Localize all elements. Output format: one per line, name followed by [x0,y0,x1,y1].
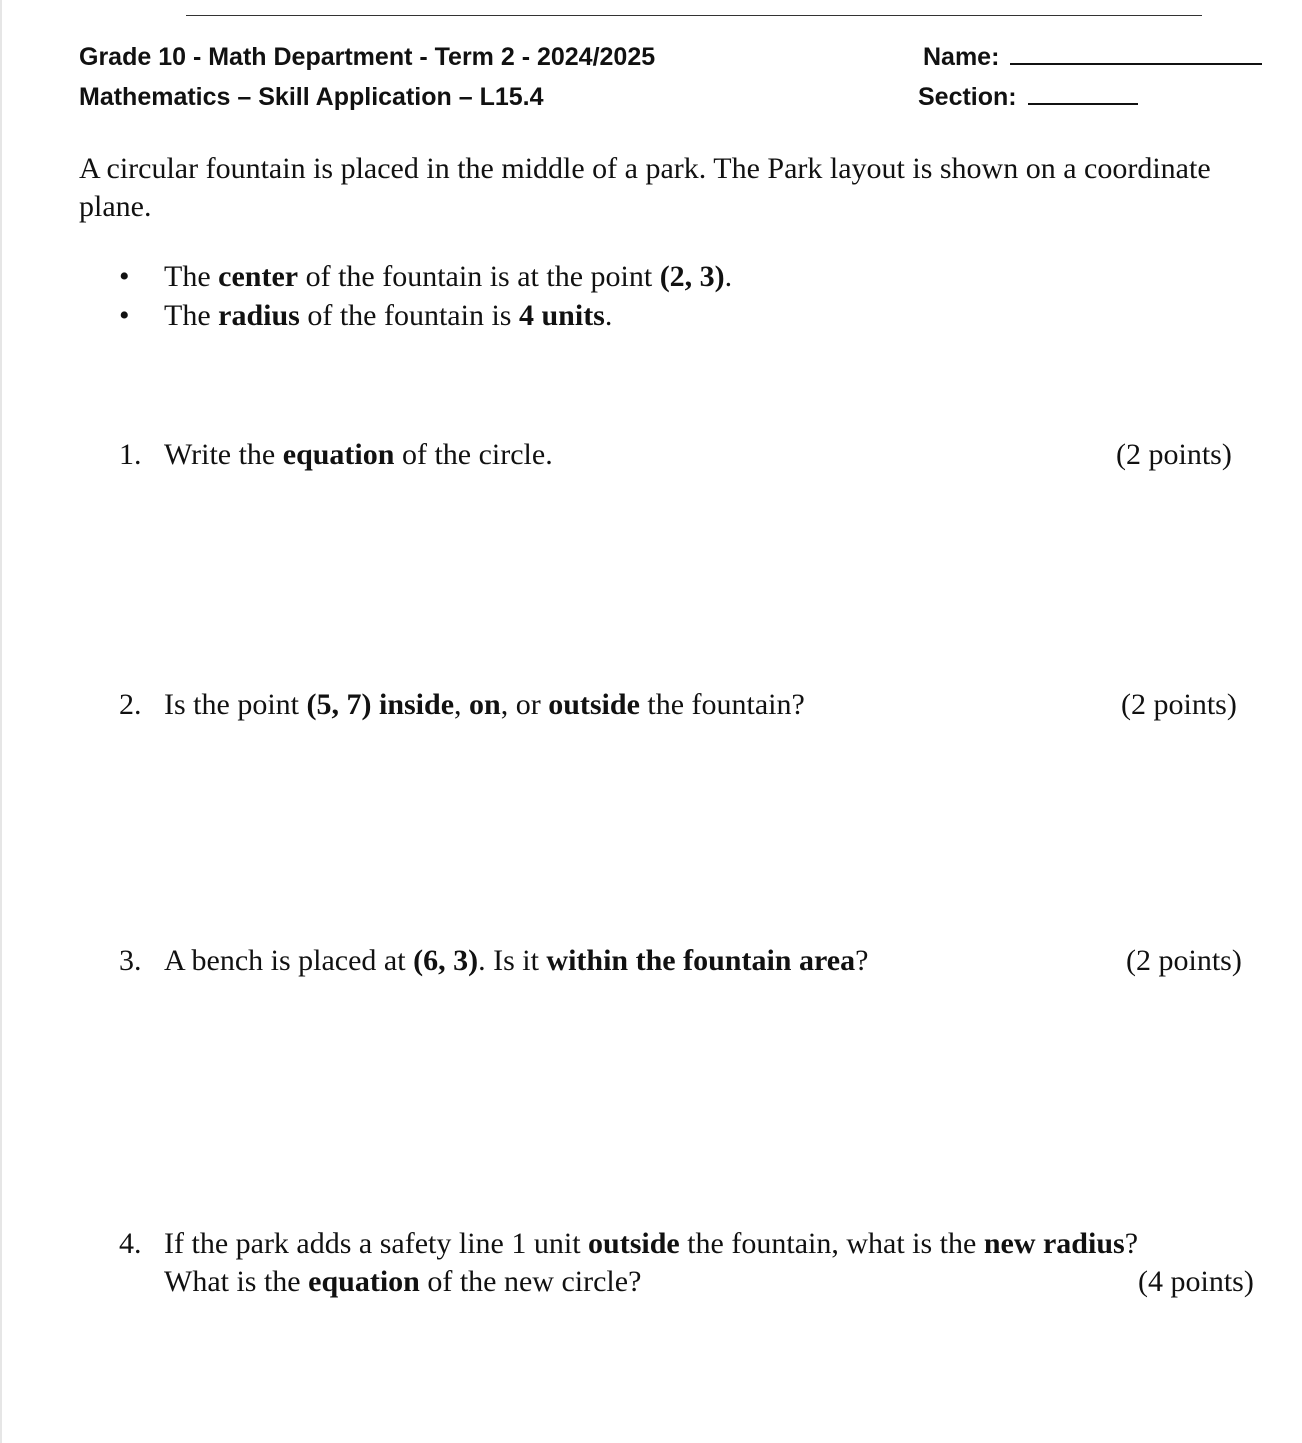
question-text-line-2: What is the equation of the new circle? [164,1265,642,1298]
course-line: Grade 10 - Math Department - Term 2 - 2024/2025 [79,43,656,71]
question-number: 1. [119,438,142,471]
name-blank-line[interactable] [1010,53,1262,65]
name-field[interactable] [923,42,1262,72]
question-points: (2 points) [1126,944,1242,977]
bullet-marker: • [119,299,130,332]
question-text: Write the equation of the circle. [164,438,553,471]
bullet-marker: • [119,260,130,293]
section-label: Section: [918,83,1017,111]
question-1 [2,436,1302,476]
question-text: If the park adds a safety line 1 unit outside the fountain, what is the new radius? [164,1227,1139,1260]
question-number: 3. [119,944,142,977]
bullet-center [2,258,1202,297]
bullet-radius [2,297,1202,336]
question-text: Is the point (5, 7) inside, on, or outside the fountain? [164,688,805,721]
question-text: A bench is placed at (6, 3). Is it within the fountain area? [164,944,869,977]
question-number: 4. [119,1227,142,1260]
bullet-text: The radius of the fountain is 4 units. [164,299,613,332]
section-blank-line[interactable] [1028,93,1138,105]
question-points: (2 points) [1116,438,1232,471]
worksheet-subtitle: Mathematics – Skill Application – L15.4 [79,83,544,111]
question-number: 2. [119,688,142,721]
question-2 [2,686,1302,726]
given-facts-list [2,258,1202,336]
bullet-text: The center of the fountain is at the point (2, 3). [164,260,733,293]
question-points: (4 points) [1138,1265,1254,1298]
name-label: Name: [923,43,1000,71]
section-field[interactable] [918,82,1138,112]
intro-paragraph: A circular fountain is placed in the middle of a park. The Park layout is shown on a coordinate plane. [79,152,1211,223]
header-top-rule [186,15,1202,16]
question-3 [2,942,1302,982]
question-4 [2,1225,1302,1305]
question-points: (2 points) [1121,688,1237,721]
